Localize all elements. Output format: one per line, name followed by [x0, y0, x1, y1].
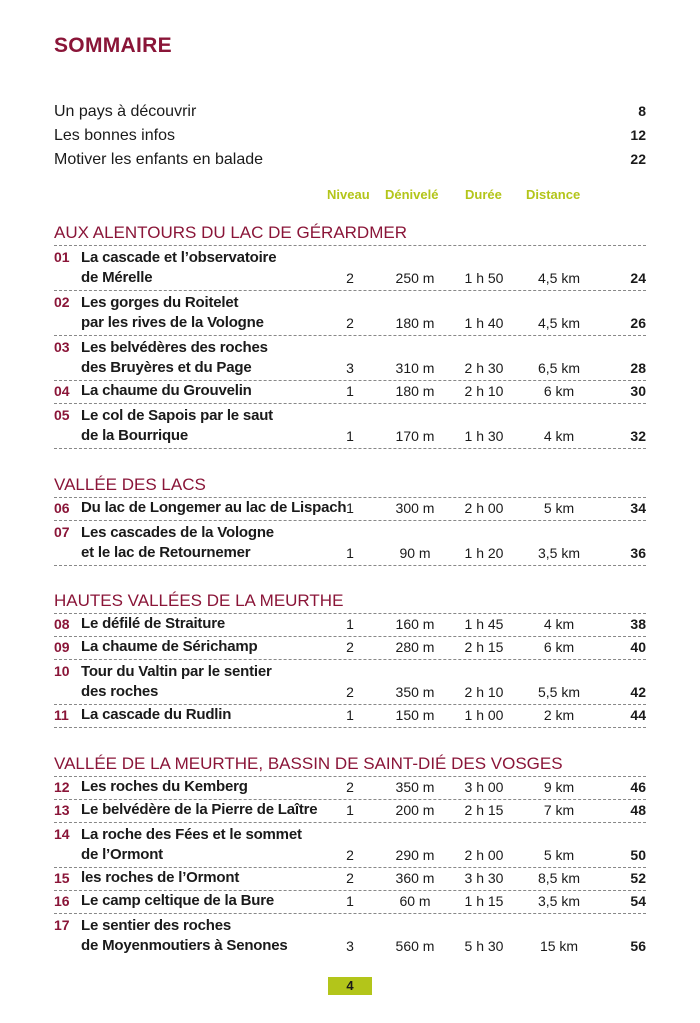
entry-page: 46 [630, 779, 646, 795]
entry-distance: 7 km [543, 802, 575, 818]
entry-number: 09 [54, 639, 70, 655]
entry-number: 13 [54, 802, 70, 818]
entry-duree: 1 h 30 [464, 428, 504, 444]
entry-denivele: 200 m [395, 802, 435, 818]
entry-denivele: 360 m [395, 870, 435, 886]
entry-page: 38 [630, 616, 646, 632]
entry-number: 01 [54, 249, 70, 265]
intro-item[interactable] [54, 151, 646, 175]
intro-item-label: Les bonnes infos [54, 127, 175, 144]
entry-duree: 1 h 40 [464, 315, 504, 331]
entry-duree: 1 h 15 [464, 893, 504, 909]
entry-duree: 2 h 00 [464, 500, 504, 516]
entry-number: 16 [54, 893, 70, 909]
entry-duree: 2 h 00 [464, 847, 504, 863]
entry-distance: 3,5 km [537, 545, 580, 561]
section-vallee-des-lacs [54, 473, 646, 566]
entry-title: La chaume du Grouvelin [81, 382, 252, 399]
toc-entry[interactable] [54, 381, 646, 404]
toc-entry[interactable] [54, 914, 646, 958]
column-header-duree: Durée [465, 187, 502, 202]
entry-page: 52 [630, 870, 646, 886]
entry-niveau: 1 [346, 500, 354, 516]
entry-duree: 1 h 45 [464, 616, 504, 632]
entry-denivele: 170 m [395, 428, 435, 444]
entry-distance: 15 km [539, 938, 579, 954]
section-title: VALLÉE DES LACS [54, 473, 646, 498]
entry-niveau: 2 [346, 870, 354, 886]
entry-distance: 3,5 km [537, 893, 580, 909]
entry-denivele: 180 m [395, 315, 435, 331]
entry-niveau: 1 [346, 893, 354, 909]
entry-title-cont: de Moyenmoutiers à Senones [81, 937, 288, 954]
section-gerardmer [54, 221, 646, 449]
intro-item-page: 8 [638, 103, 646, 119]
entry-distance: 5 km [543, 500, 575, 516]
entry-title: Les gorges du Roitelet [81, 294, 239, 311]
page-title: SOMMAIRE [54, 34, 172, 57]
entry-title: La cascade et l’observatoire [81, 249, 277, 266]
entry-page: 26 [630, 315, 646, 331]
entry-title-cont: de l’Ormont [81, 846, 163, 863]
entry-title: Le défilé de Straiture [81, 615, 225, 632]
entry-number: 05 [54, 407, 70, 423]
toc-entry[interactable] [54, 823, 646, 868]
entry-duree: 3 h 30 [464, 870, 504, 886]
column-header-distance: Distance [526, 187, 581, 202]
entry-page: 34 [630, 500, 646, 516]
entry-page: 40 [630, 639, 646, 655]
entry-title: Les belvédères des roches [81, 339, 268, 356]
entry-page: 48 [630, 802, 646, 818]
entry-number: 02 [54, 294, 70, 310]
toc-entry[interactable] [54, 705, 646, 728]
intro-item-label: Motiver les enfants en balade [54, 151, 264, 168]
entry-denivele: 60 m [399, 893, 431, 909]
entry-number: 17 [54, 917, 70, 933]
toc-entry[interactable] [54, 637, 646, 660]
entry-title: La chaume de Sérichamp [81, 638, 258, 655]
toc-entry[interactable] [54, 246, 646, 291]
entry-niveau: 2 [346, 684, 354, 700]
entry-distance: 5,5 km [537, 684, 580, 700]
entry-title: Du lac de Longemer au lac de Lispach [81, 499, 347, 516]
entry-denivele: 350 m [395, 684, 435, 700]
entry-niveau: 2 [346, 779, 354, 795]
entry-title-cont: par les rives de la Vologne [81, 314, 264, 331]
entry-niveau: 1 [346, 802, 354, 818]
entry-duree: 1 h 00 [464, 707, 504, 723]
entry-niveau: 1 [346, 707, 354, 723]
entry-number: 03 [54, 339, 70, 355]
entry-distance: 8,5 km [537, 870, 580, 886]
intro-item-label: Un pays à découvrir [54, 103, 197, 120]
entry-page: 36 [630, 545, 646, 561]
column-header-niveau: Niveau [327, 187, 370, 202]
intro-list [54, 103, 646, 175]
entry-distance: 2 km [543, 707, 575, 723]
section-title: HAUTES VALLÉES DE LA MEURTHE [54, 589, 646, 614]
entry-duree: 3 h 00 [464, 779, 504, 795]
entry-page: 28 [630, 360, 646, 376]
intro-item-page: 12 [630, 127, 646, 143]
entry-page: 42 [630, 684, 646, 700]
entry-title: Le camp celtique de la Bure [81, 892, 274, 909]
entry-niveau: 2 [346, 847, 354, 863]
entry-number: 07 [54, 524, 70, 540]
entry-niveau: 1 [346, 616, 354, 632]
entry-denivele: 290 m [395, 847, 435, 863]
section-title: AUX ALENTOURS DU LAC DE GÉRARDMER [54, 221, 646, 246]
toc-entry[interactable] [54, 291, 646, 336]
entry-title: Le belvédère de la Pierre de Laître [81, 801, 318, 818]
entry-page: 30 [630, 383, 646, 399]
page-number-badge: 4 [328, 977, 372, 995]
entry-duree: 1 h 20 [464, 545, 504, 561]
toc-entry[interactable] [54, 777, 646, 800]
entry-distance: 6 km [543, 383, 575, 399]
entry-niveau: 3 [346, 938, 354, 954]
entry-number: 15 [54, 870, 70, 886]
toc-entry[interactable] [54, 891, 646, 914]
entry-distance: 9 km [543, 779, 575, 795]
entry-denivele: 350 m [395, 779, 435, 795]
toc-entry[interactable] [54, 868, 646, 891]
entry-title: La cascade du Rudlin [81, 706, 232, 723]
entry-niveau: 1 [346, 545, 354, 561]
entry-page: 50 [630, 847, 646, 863]
section-saint-die [54, 752, 646, 958]
entry-distance: 6,5 km [537, 360, 580, 376]
entry-page: 24 [630, 270, 646, 286]
entry-number: 10 [54, 663, 70, 679]
toc-entry[interactable] [54, 800, 646, 823]
entry-niveau: 3 [346, 360, 354, 376]
entry-denivele: 150 m [395, 707, 435, 723]
entry-denivele: 280 m [395, 639, 435, 655]
entry-niveau: 2 [346, 270, 354, 286]
entry-title: Les cascades de la Vologne [81, 524, 274, 541]
entry-niveau: 1 [346, 428, 354, 444]
entry-title: Les roches du Kemberg [81, 778, 248, 795]
toc-entry[interactable] [54, 498, 646, 521]
entry-title-cont: et le lac de Retournemer [81, 544, 251, 561]
entry-distance: 4 km [543, 428, 575, 444]
entry-page: 56 [630, 938, 646, 954]
entry-distance: 4,5 km [537, 315, 580, 331]
entry-title: La roche des Fées et le sommet [81, 826, 302, 843]
entry-duree: 2 h 15 [464, 802, 504, 818]
entry-niveau: 1 [346, 383, 354, 399]
entry-number: 14 [54, 826, 70, 842]
entry-title-cont: des roches [81, 683, 159, 700]
entry-title: Tour du Valtin par le sentier [81, 663, 272, 680]
entry-page: 54 [630, 893, 646, 909]
section-title: VALLÉE DE LA MEURTHE, BASSIN DE SAINT-DIÉ DES VOSGES [54, 752, 646, 777]
entry-number: 06 [54, 500, 70, 516]
entry-denivele: 250 m [395, 270, 435, 286]
entry-number: 11 [54, 707, 69, 723]
entry-number: 04 [54, 383, 70, 399]
entry-duree: 1 h 50 [464, 270, 504, 286]
entry-distance: 6 km [543, 639, 575, 655]
entry-title-cont: de Mérelle [81, 269, 153, 286]
entry-denivele: 560 m [395, 938, 435, 954]
toc-entry[interactable] [54, 660, 646, 705]
entry-denivele: 310 m [395, 360, 435, 376]
entry-duree: 5 h 30 [464, 938, 504, 954]
entry-number: 08 [54, 616, 70, 632]
entry-distance: 4 km [543, 616, 575, 632]
entry-title: Le col de Sapois par le saut [81, 407, 273, 424]
toc-entry[interactable] [54, 521, 646, 566]
entry-title-cont: des Bruyères et du Page [81, 359, 252, 376]
entry-denivele: 90 m [399, 545, 431, 561]
entry-duree: 2 h 10 [464, 684, 504, 700]
intro-item[interactable] [54, 103, 646, 127]
entry-number: 12 [54, 779, 70, 795]
section-hautes-vallees [54, 589, 646, 728]
entry-duree: 2 h 15 [464, 639, 504, 655]
entry-page: 32 [630, 428, 646, 444]
entry-duree: 2 h 30 [464, 360, 504, 376]
entry-denivele: 180 m [395, 383, 435, 399]
entry-denivele: 300 m [395, 500, 435, 516]
entry-distance: 5 km [543, 847, 575, 863]
entry-niveau: 2 [346, 315, 354, 331]
entry-denivele: 160 m [395, 616, 435, 632]
intro-item-page: 22 [630, 151, 646, 167]
intro-item[interactable] [54, 127, 646, 151]
entry-distance: 4,5 km [537, 270, 580, 286]
toc-entry[interactable] [54, 614, 646, 637]
entry-duree: 2 h 10 [464, 383, 504, 399]
toc-entry[interactable] [54, 336, 646, 381]
entry-niveau: 2 [346, 639, 354, 655]
toc-entry[interactable] [54, 404, 646, 449]
entry-title: Le sentier des roches [81, 917, 232, 934]
entry-title-cont: de la Bourrique [81, 427, 189, 444]
entry-title: les roches de l’Ormont [81, 869, 240, 886]
column-header-denivele: Dénivelé [385, 187, 439, 202]
entry-page: 44 [630, 707, 646, 723]
